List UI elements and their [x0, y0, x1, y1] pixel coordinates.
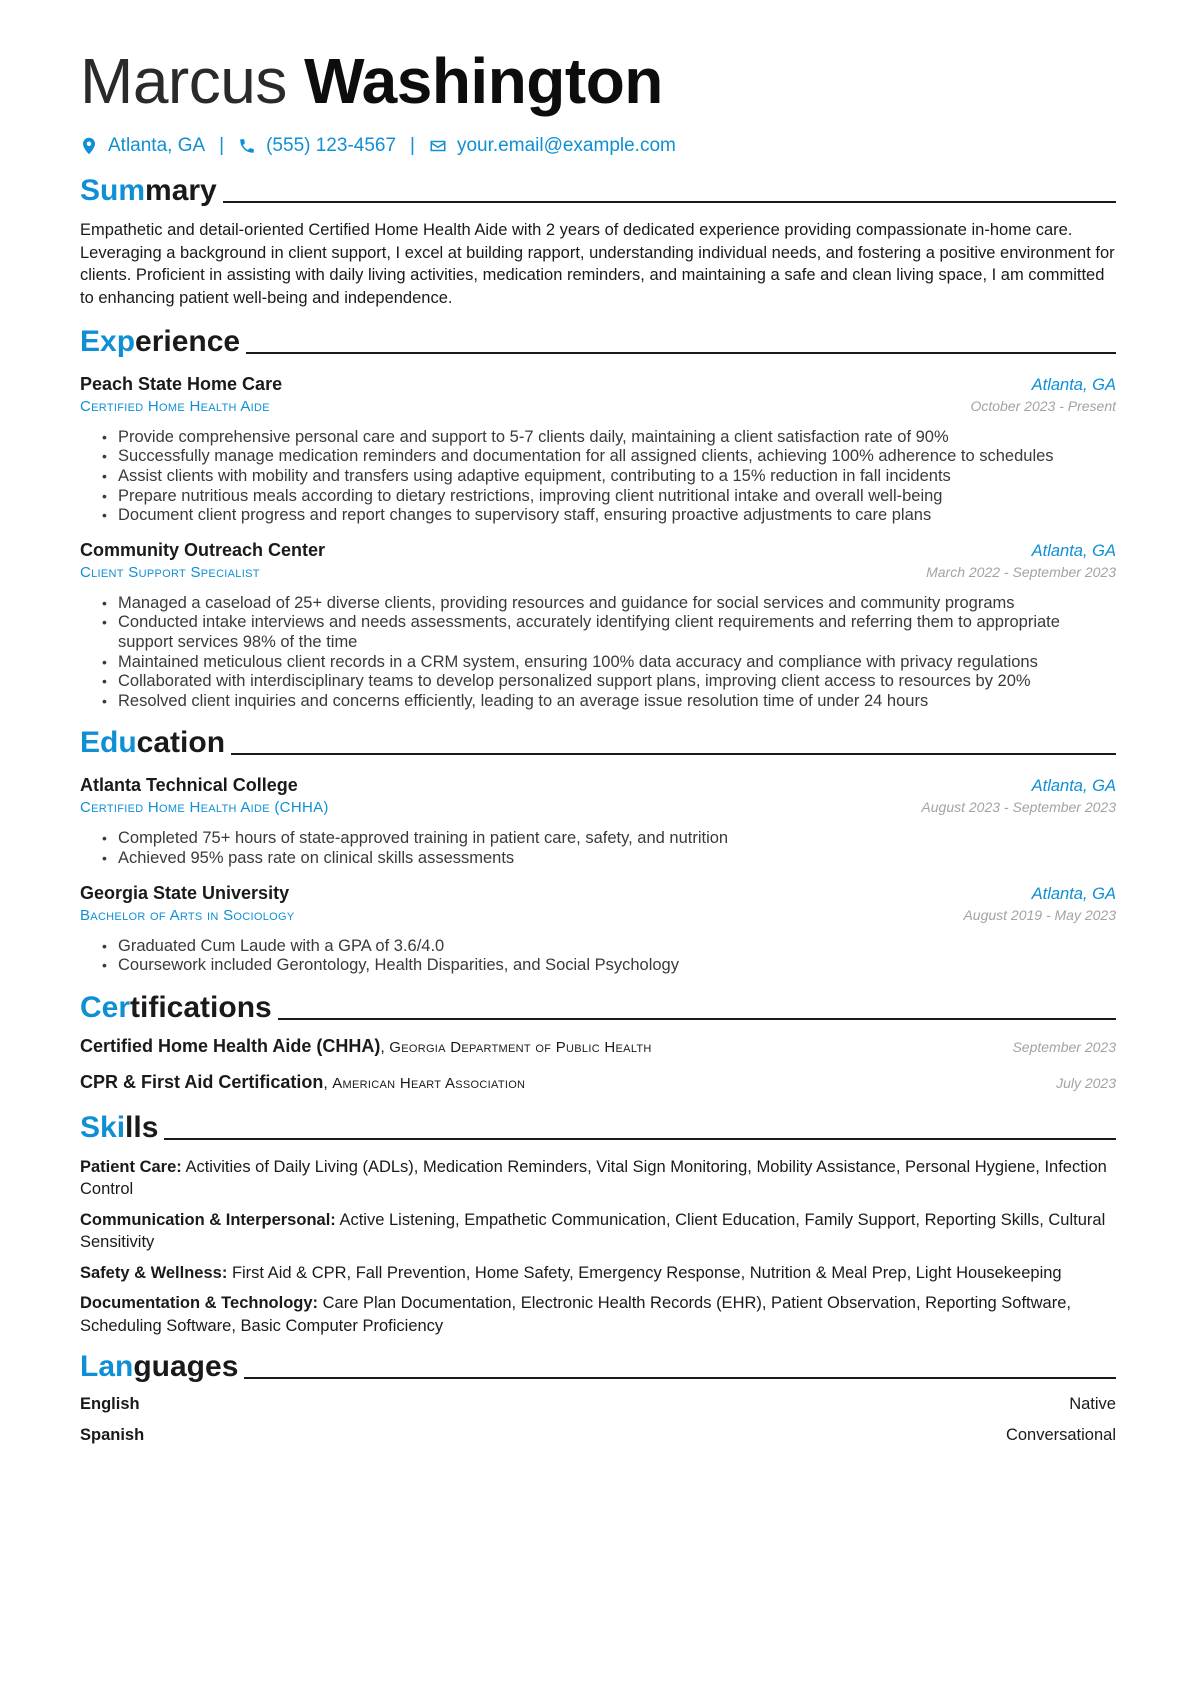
language-name: English: [80, 1395, 140, 1414]
contact-separator: |: [410, 135, 415, 156]
languages-heading-rest: guages: [133, 1350, 239, 1384]
education-heading-rest: cation: [136, 726, 226, 760]
experience-heading-accent: Exp: [80, 324, 136, 358]
bullet-item: • Assist clients with mobility and transfers using adaptive equipment, contributing to a 15% reduction in fall incidents: [118, 467, 1116, 487]
bullet-item: • Coursework included Gerontology, Health Disparities, and Social Psychology: [118, 956, 1116, 976]
languages-heading-accent: Lan: [80, 1350, 134, 1384]
certification-issuer: American Heart Association: [332, 1074, 526, 1092]
experience-entry: [80, 372, 1116, 526]
last-name: Washington: [304, 45, 663, 117]
certification-name: Certified Home Health Aide (CHHA): [80, 1035, 381, 1056]
bullet-item: • Document client progress and report changes to supervisory staff, ensuring proactive adjustments to care plans: [118, 506, 1116, 526]
email-link[interactable]: your.email@example.com: [456, 135, 676, 156]
education-entry: [80, 881, 1116, 976]
contact-bar: [80, 131, 1116, 161]
skill-group-text: Care Plan Documentation, Electronic Health Records (EHR), Patient Observation, Reporting Software, Scheduling Software, Basic Computer Proficiency: [80, 1294, 1071, 1335]
bullet-item: • Successfully manage medication reminders and documentation for all assigned clients, achieving 100% adherence to schedules: [118, 447, 1116, 467]
employer-name: Community Outreach Center: [80, 539, 326, 560]
bullet-item: • Conducted intake interviews and needs assessments, accurately identifying client requirements and referring them to appropriate support services 98% of the time: [118, 613, 1116, 652]
bullet-item: • Maintained meticulous client records in a CRM system, ensuring 100% data accuracy and compliance with privacy regulations: [118, 653, 1116, 673]
bullet-item: • Prepare nutritious meals according to dietary restrictions, improving client nutritional intake and overall well-being: [118, 487, 1116, 507]
language-level: Native: [1069, 1395, 1116, 1414]
skill-group-label: Safety & Wellness:: [80, 1263, 228, 1282]
language-name: Spanish: [80, 1426, 145, 1445]
job-dates: October 2023 - Present: [970, 397, 1116, 414]
summary-text: Empathetic and detail-oriented Certified Home Health Aide with 2 years of dedicated experience providing compassionate in-home care. Leveraging a background in client support, I excel at building rapport, understanding individual needs, and fostering a positive environment for clients. Proficient in assisting with daily living activities, medication reminders, and maintaining a safe and clean living space, I am committed to enhancing patient well-being and independence.: [80, 221, 1115, 308]
summary-heading-rest: mary: [145, 174, 217, 207]
skill-group-text: Active Listening, Empathetic Communication, Client Education, Family Support, Reporting Skills, Cultural Sensitivity: [80, 1210, 1106, 1252]
skills-heading: [80, 1104, 1116, 1148]
experience-heading: [80, 318, 1116, 362]
skill-group-text: Activities of Daily Living (ADLs), Medication Reminders, Vital Sign Monitoring, Mobility Assistance, Personal Hygiene, Infection Control: [80, 1157, 1107, 1199]
employer-location: Atlanta, GA: [1031, 541, 1116, 560]
contact-phone[interactable]: [238, 135, 396, 157]
school-name: Atlanta Technical College: [80, 775, 298, 796]
employer-location: Atlanta, GA: [1031, 375, 1116, 394]
experience-heading-rest: erience: [135, 324, 241, 358]
section-divider: [244, 1377, 1116, 1379]
job-title: Client Support Specialist: [80, 563, 260, 581]
certification-date: July 2023: [1056, 1074, 1116, 1091]
job-bullets: [80, 594, 1116, 712]
skill-group-text: First Aid & CPR, Fall Prevention, Home Safety, Emergency Response, Nutrition & Meal Prep, Light Housekeeping: [231, 1263, 1062, 1282]
skills-heading-accent: Ski: [80, 1110, 126, 1144]
job-title: Certified Home Health Aide: [80, 397, 270, 415]
section-divider: [246, 352, 1116, 354]
map-pin-icon: [80, 137, 98, 155]
bullet-item: • Completed 75+ hours of state-approved training in patient care, safety, and nutrition: [118, 829, 1116, 849]
candidate-name: [80, 38, 1116, 124]
skill-group-label: Communication & Interpersonal:: [80, 1210, 336, 1229]
certification-name: CPR & First Aid Certification: [80, 1071, 324, 1092]
bullet-item: • Achieved 95% pass rate on clinical skills assessments: [118, 849, 1116, 869]
phone-icon: [238, 137, 256, 155]
certifications-heading-rest: tifications: [130, 990, 272, 1024]
bullet-item: • Resolved client inquiries and concerns efficiently, leading to an average issue resolution time of under 24 hours: [118, 692, 1116, 712]
job-dates: March 2022 - September 2023: [926, 563, 1116, 580]
bullet-item: • Managed a caseload of 25+ diverse clients, providing resources and guidance for social services and community programs: [118, 594, 1116, 614]
education-heading: [80, 719, 1116, 763]
education-heading-accent: Edu: [80, 726, 137, 760]
skills-heading-rest: lls: [125, 1110, 159, 1144]
language-item: [80, 1426, 1116, 1449]
education-bullets: [80, 937, 1116, 976]
bullet-item: • Collaborated with interdisciplinary teams to develop personalized support plans, improving client access to resources by 20%: [118, 672, 1116, 692]
first-name: Marcus: [80, 45, 287, 117]
school-name: Georgia State University: [80, 882, 290, 903]
language-level: Conversational: [1005, 1426, 1116, 1445]
school-location: Atlanta, GA: [1031, 777, 1116, 796]
school-location: Atlanta, GA: [1031, 884, 1116, 903]
section-divider: [231, 753, 1116, 755]
education-bullets: [80, 829, 1116, 868]
degree-title: Bachelor of Arts in Sociology: [80, 906, 295, 924]
skill-group-label: Patient Care:: [80, 1157, 182, 1176]
employer-name: Peach State Home Care: [80, 373, 283, 394]
skill-group-label: Documentation & Technology:: [80, 1294, 319, 1313]
bullet-item: • Graduated Cum Laude with a GPA of 3.6/4.0: [118, 937, 1116, 957]
school-dates: August 2019 - May 2023: [963, 906, 1116, 923]
contact-separator: |: [219, 135, 225, 156]
bullet-item: • Provide comprehensive personal care and support to 5-7 clients daily, maintaining a client satisfaction rate of 90%: [118, 428, 1116, 448]
language-item: [80, 1395, 1116, 1418]
degree-title: Certified Home Health Aide (CHHA): [80, 799, 329, 817]
skill-group: [80, 1262, 1116, 1285]
languages-heading: [80, 1343, 1116, 1387]
section-divider: [223, 201, 1116, 203]
experience-entry: [80, 538, 1116, 712]
summary-heading-accent: Sum: [80, 174, 146, 207]
school-dates: August 2023 - September 2023: [921, 799, 1116, 816]
contact-location: [80, 135, 205, 157]
location-text: Atlanta, GA: [108, 135, 206, 156]
skill-group: [80, 1156, 1116, 1201]
skill-group: [80, 1292, 1116, 1337]
job-bullets: [80, 428, 1116, 526]
phone-text: (555) 123-4567: [266, 135, 397, 156]
certifications-heading-accent: Cer: [80, 990, 131, 1024]
skill-group: [80, 1209, 1116, 1254]
certification-issuer: Georgia Department of Public Health: [389, 1038, 652, 1056]
certification-item: CPR & First Aid Certification, American Heart Association July 2023: [80, 1071, 1116, 1092]
section-divider: [164, 1138, 1116, 1140]
certification-item: Certified Home Health Aide (CHHA), Georgia Department of Public Health September 2023: [80, 1035, 1116, 1056]
envelope-icon: [429, 137, 447, 155]
certifications-heading: [80, 984, 1116, 1028]
section-divider: [278, 1018, 1116, 1020]
summary-heading: [80, 167, 1116, 211]
education-entry: [80, 773, 1116, 868]
contact-email[interactable]: [429, 135, 676, 157]
certification-date: September 2023: [1012, 1038, 1116, 1055]
